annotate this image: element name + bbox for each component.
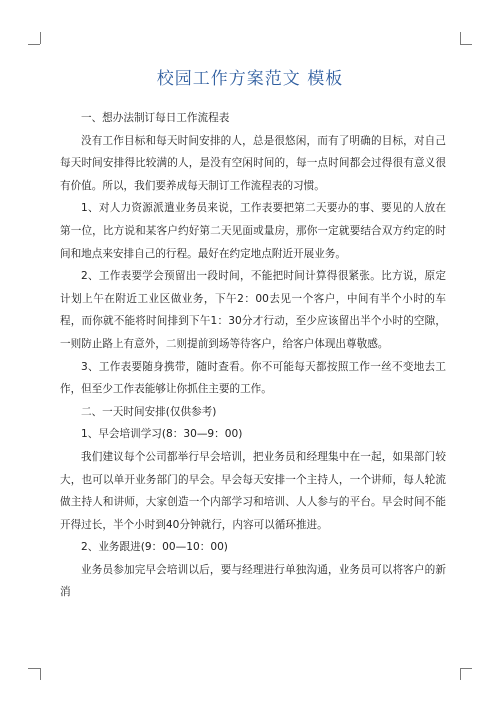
body-paragraph-intro: 没有工作目标和每天时间安排的人，总是很悠闲，而有了明确的目标，对自己每天时间安排得比较满的人，是没有空闲时间的，每一点时间都会过得很有意义很有价值。所以，我们要养成每天制订工作流程表的习惯。: [60, 134, 446, 192]
section-heading-1: 一、想办法制订每日工作流程表: [81, 112, 230, 124]
body-paragraph-business-followup: 业务员参加完早会培训以后，要与经理进行单独沟通，业务员可以将客户的新消: [60, 563, 446, 599]
list-item-1: 1、对人力资源派遣业务员来说，工作表要把第二天要办的事、要见的人放在第一位，比方说和某客户约好第二天见面或量房，那你一定就要结合双方约定的时间和地点来安排自己的行程。最好在约定地点附近开展业务。: [60, 202, 446, 260]
document-title: 校园工作方案范文 模板: [156, 69, 344, 89]
list-item-3: 3、工作表要随身携带，随时查看。你不可能每天都按照工作一丝不变地去工作，但至少工作表能够让你抓住主要的工作。: [60, 360, 446, 396]
subheading-morning-training: 1、早会培训学习(8：30—9：00): [81, 428, 243, 441]
body-paragraph-morning-training: 我们建议每个公司都举行早会培训，把业务员和经理集中在一起，如果部门较大，也可以单开业务部门的早会。早会每天安排一个主持人，一个讲师，每人轮流做主持人和讲师，大家创造一个内部学习和培训、人人参与的平台。早会时间不能开得过长，半个小时到40分钟就行，内容可以循环推进。: [60, 450, 446, 531]
section-heading-2: 二、一天时间安排(仅供参考): [81, 405, 217, 418]
list-item-2: 2、工作表要学会预留出一段时间，不能把时间计算得很紧张。比方说，原定计划上午在附近工业区做业务，下午2：00去见一个客户，中间有半个小时的车程，而你就不能将时间排到下午1：30分才行动，至少应该留出半个小时的空隙，一则防止路上有意外，二则提前到场等待客户，给客户体现出尊敬感。: [60, 270, 446, 350]
document-body: [60, 107, 446, 604]
subheading-business-followup: 2、业务跟进(9：00—10：00): [81, 541, 228, 554]
